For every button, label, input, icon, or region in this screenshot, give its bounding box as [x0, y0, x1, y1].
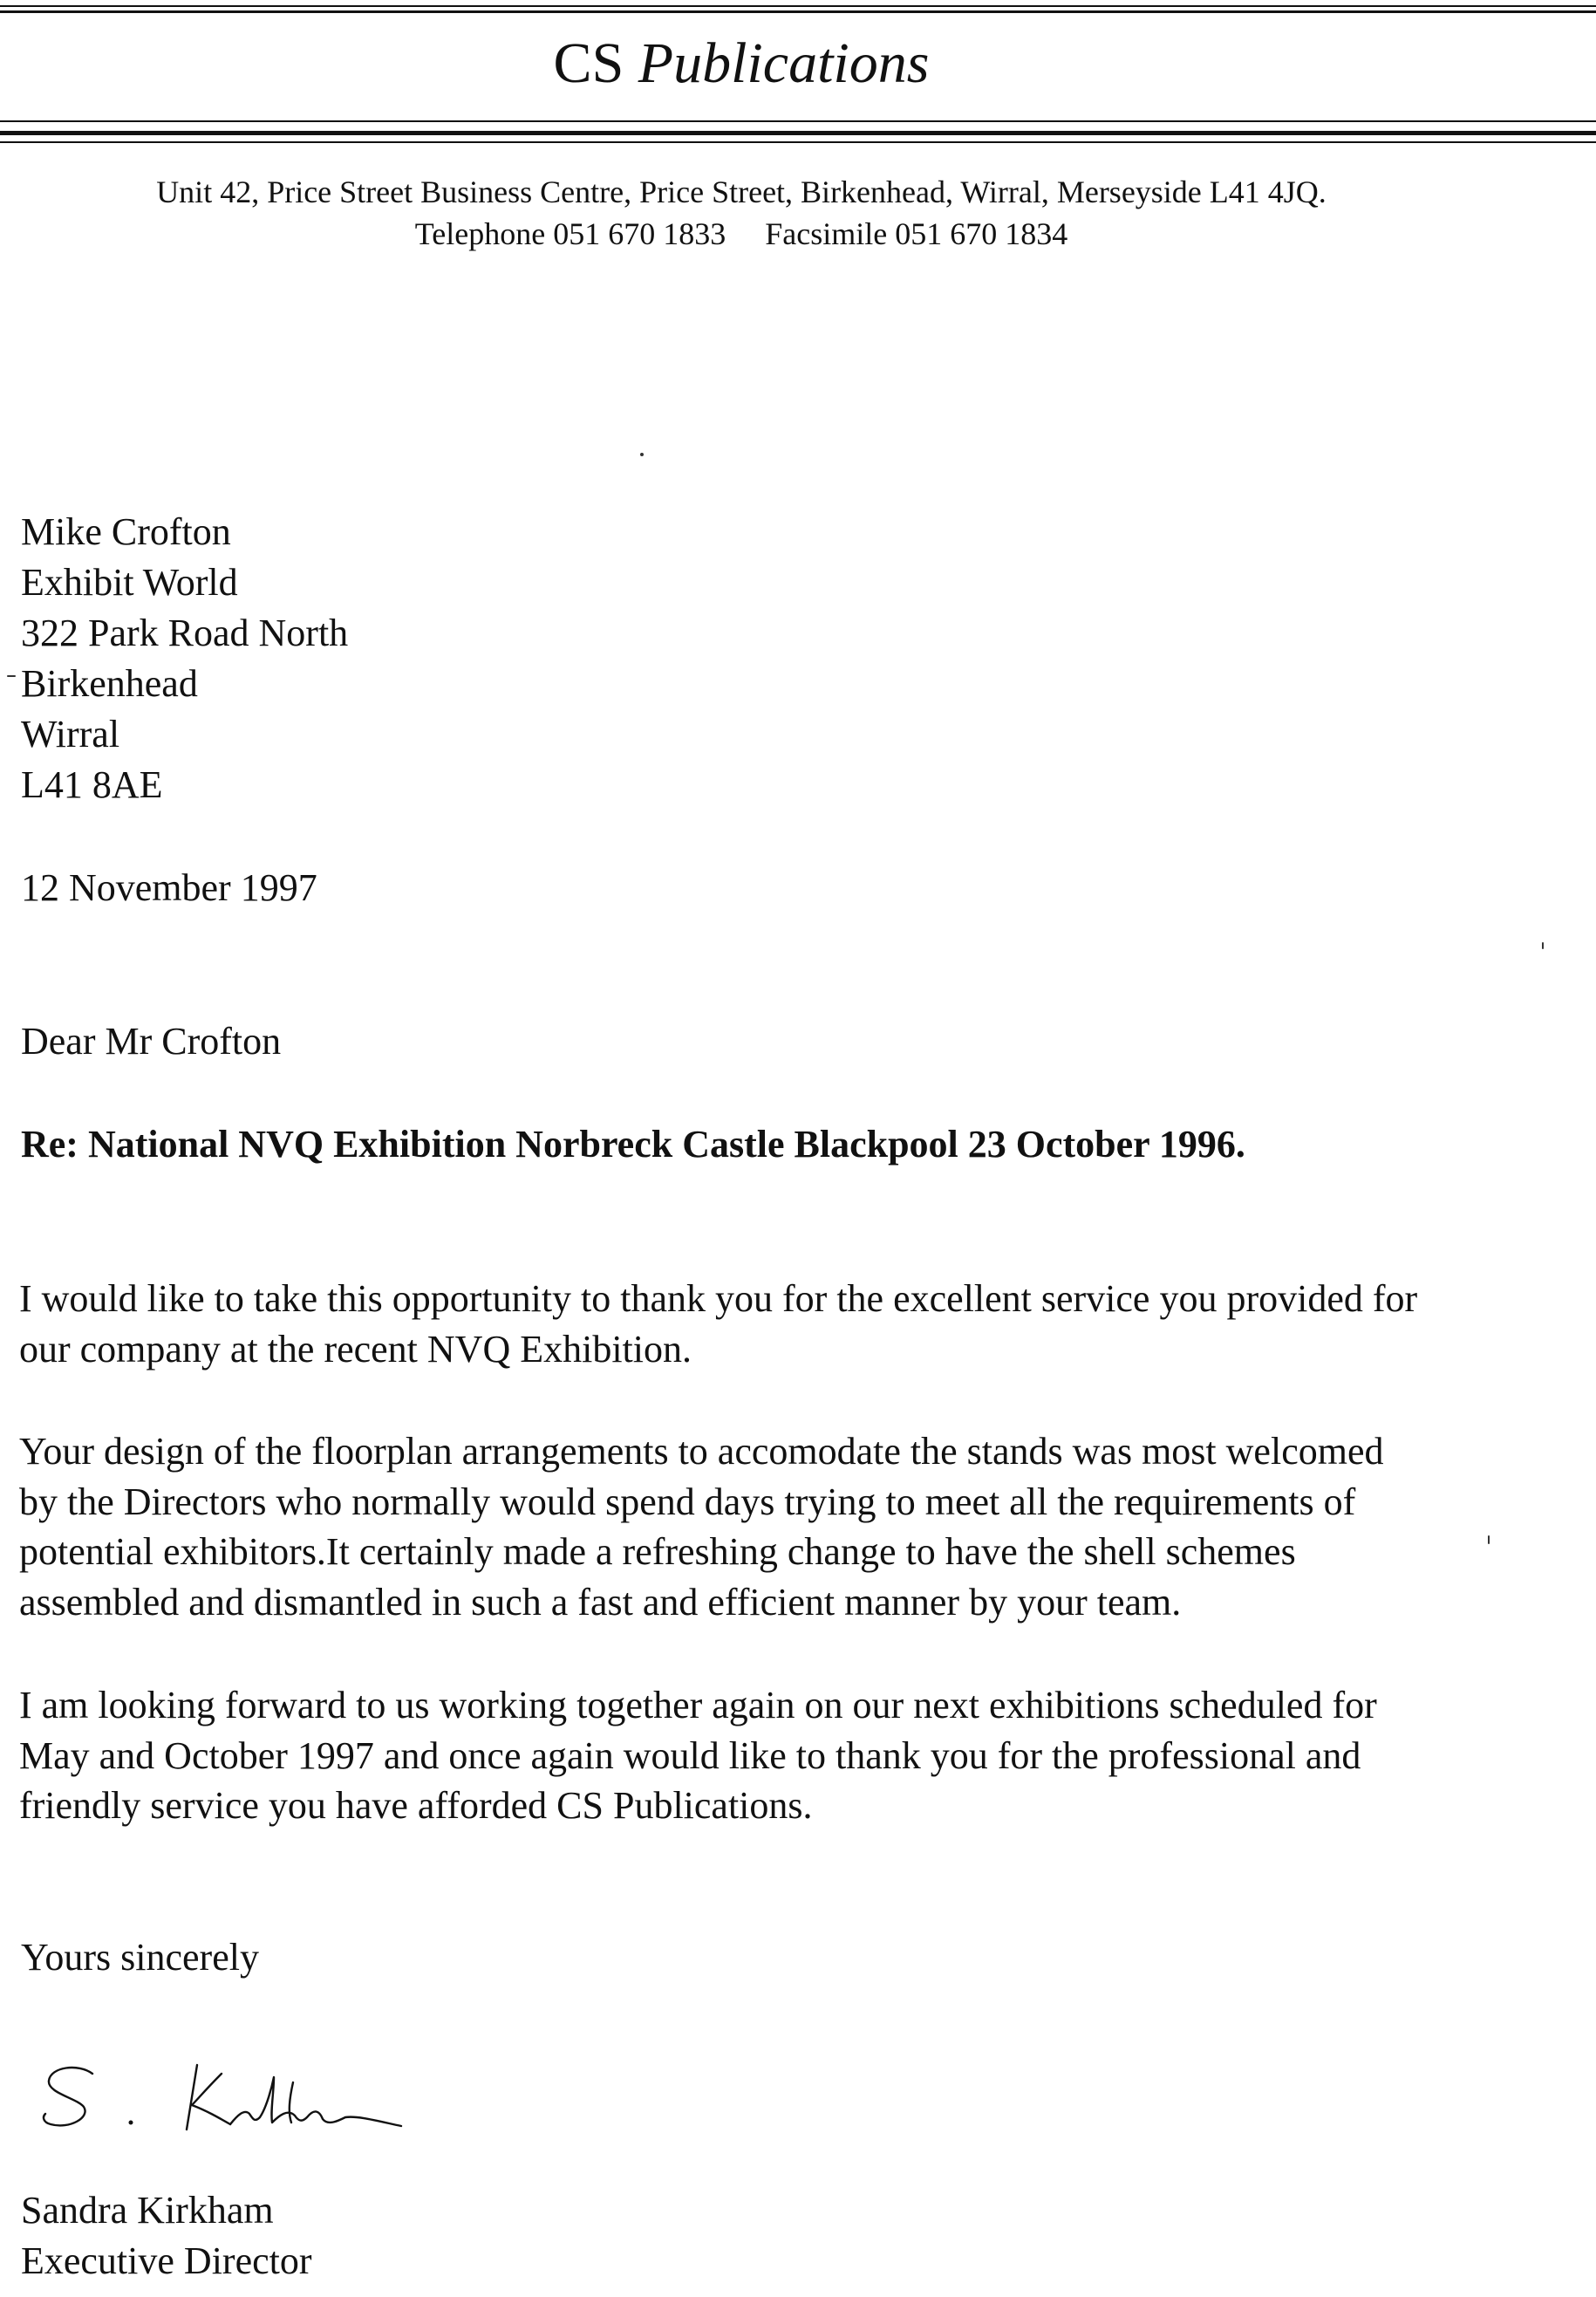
company-name: Publications	[638, 31, 930, 95]
paragraph-line: assembled and dismantled in such a fast and efficient manner by your team.	[19, 1580, 1182, 1624]
scan-speck	[7, 675, 16, 677]
paragraph-line: potential exhibitors.It certainly made a refreshing change to have the shell schemes	[19, 1530, 1296, 1573]
handwritten-signature-icon	[35, 2054, 454, 2150]
letter-date: 12 November 1997	[21, 866, 317, 909]
body-paragraph-1	[19, 1274, 1589, 1374]
recipient-name: Mike Crofton	[21, 510, 231, 553]
letterhead-title	[0, 24, 1483, 103]
signatory	[21, 2185, 312, 2287]
top-rule-thin	[0, 5, 1596, 7]
signatory-name: Sandra Kirkham	[21, 2189, 274, 2232]
scan-speck	[1542, 942, 1544, 949]
body-paragraph-2	[19, 1426, 1589, 1627]
telephone: Telephone 051 670 1833	[414, 216, 726, 251]
scan-speck	[640, 453, 644, 456]
closing: Yours sincerely	[21, 1936, 259, 1979]
paragraph-line: friendly service you have afforded CS Publications.	[19, 1784, 813, 1827]
letterhead-address: Unit 42, Price Street Business Centre, Price Street, Birkenhead, Wirral, Merseyside L41 4JQ.	[156, 174, 1327, 209]
salutation: Dear Mr Crofton	[21, 1020, 282, 1063]
paragraph-line: our company at the recent NVQ Exhibition.	[19, 1327, 692, 1371]
recipient-town: Birkenhead	[21, 662, 198, 705]
recipient-county: Wirral	[21, 713, 120, 755]
paragraph-line: I would like to take this opportunity to thank you for the excellent service you provided for	[19, 1277, 1418, 1320]
company-prefix: CS	[553, 31, 624, 95]
title-rule-bottom	[0, 141, 1596, 143]
paragraph-line: by the Directors who normally would spend days trying to meet all the requirements of	[19, 1480, 1356, 1523]
title-rule-thin	[0, 120, 1596, 122]
recipient-postcode: L41 8AE	[21, 763, 163, 806]
body-paragraph-3	[19, 1680, 1589, 1831]
subject-line: Re: National NVQ Exhibition Norbreck Castle Blackpool 23 October 1996.	[21, 1123, 1245, 1166]
recipient-street: 322 Park Road North	[21, 612, 349, 654]
paragraph-line: I am looking forward to us working together again on our next exhibitions scheduled for	[19, 1684, 1377, 1726]
paragraph-line: Your design of the floorplan arrangements to accomodate the stands was most welcomed	[19, 1430, 1384, 1473]
letterhead-contact	[0, 213, 1483, 255]
recipient-address	[21, 507, 348, 810]
recipient-company: Exhibit World	[21, 561, 238, 604]
signatory-title: Executive Director	[21, 2239, 312, 2282]
paragraph-line: May and October 1997 and once again would like to thank you for the professional and	[19, 1733, 1361, 1777]
facsimile: Facsimile 051 670 1834	[765, 216, 1068, 251]
title-rule-thick	[0, 131, 1596, 135]
scan-speck	[1488, 1535, 1490, 1544]
top-rule	[0, 10, 1596, 13]
